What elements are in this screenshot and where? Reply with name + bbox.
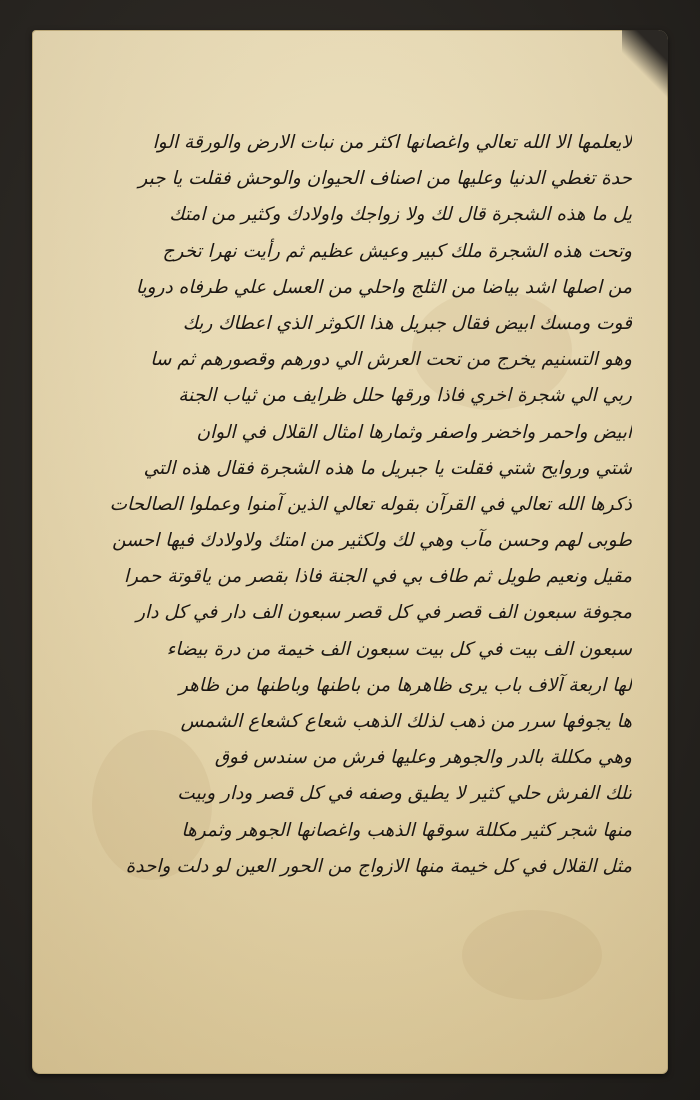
text-line: مثل القلال في كل خيمة منها الازواج من الحور العين لو دلت واحدة bbox=[125, 855, 632, 877]
text-line: ابيض واحمر واخضر واصفر وثمارها امثال القلال في الوان bbox=[196, 421, 632, 443]
text-line: لايعلمها الا الله تعالي واغصانها اكثر من نبات الارض والورقة الوا bbox=[152, 132, 632, 153]
text-line: طوبى لهم وحسن مآب وهي لك ولكثير من امتك ولاولادك فيها احسن bbox=[112, 530, 632, 552]
text-line: ها يجوفها سرر من ذهب لذلك الذهب شعاع كشعاع الشمس bbox=[180, 711, 632, 732]
text-line: وهو التسنيم يخرج من تحت العرش الي دورهم وقصورهم ثم سا bbox=[150, 349, 632, 371]
text-line: شتي وروايح شتي فقلت يا جبريل ما هذه الشجرة فقال هذه التي bbox=[143, 457, 632, 479]
text-line: لها اربعة آلاف باب يرى ظاهرها من باطنها وباطنها من ظاهر bbox=[178, 674, 632, 696]
manuscript-page bbox=[32, 30, 668, 1074]
text-line: يل ما هذه الشجرة قال لك ولا زواجك واولادك وكثير من امتك bbox=[169, 204, 632, 226]
text-line: ذكرها الله تعالي في القرآن بقوله تعالي الذين آمنوا وعملوا الصالحات bbox=[109, 493, 632, 515]
text-line: حدة تغطي الدنيا وعليها من اصناف الحيوان والوحش فقلت يا جبر bbox=[138, 168, 632, 190]
text-line: ربي الي شجرة اخري فاذا ورقها حلل ظرايف من ثياب الجنة bbox=[178, 385, 632, 407]
text-line: من اصلها اشد بياضا من الثلج واحلي من العسل علي طرفاه درويا bbox=[135, 276, 632, 298]
text-line: وهي مكللة بالدر والجوهر وعليها فرش من سندس فوق bbox=[214, 747, 632, 769]
paper-stain bbox=[462, 910, 602, 1000]
text-line: سبعون الف بيت في كل بيت سبعون الف خيمة من درة بيضاء bbox=[166, 638, 632, 660]
text-line: قوت ومسك ابيض فقال جبريل هذا الكوثر الذي اعطاك ربك bbox=[182, 312, 632, 334]
text-line: تلك الفرش حلي كثير لا يطيق وصفه في كل قصر ودار وبيت bbox=[177, 783, 632, 805]
manuscript-text bbox=[92, 125, 632, 885]
text-line: منها شجر كثير مكللة سوقها الذهب واغصانها الجوهر وثمرها bbox=[181, 819, 632, 841]
text-line: وتحت هذه الشجرة ملك كبير وعيش عظيم ثم رأيت نهرا تخرج bbox=[162, 240, 632, 262]
text-line: مقيل ونعيم طويل ثم طاف بي في الجنة فاذا بقصر من ياقوتة حمرا bbox=[123, 566, 632, 588]
text-line: مجوفة سبعون الف قصر في كل قصر سبعون الف دار في كل دار bbox=[136, 602, 632, 624]
